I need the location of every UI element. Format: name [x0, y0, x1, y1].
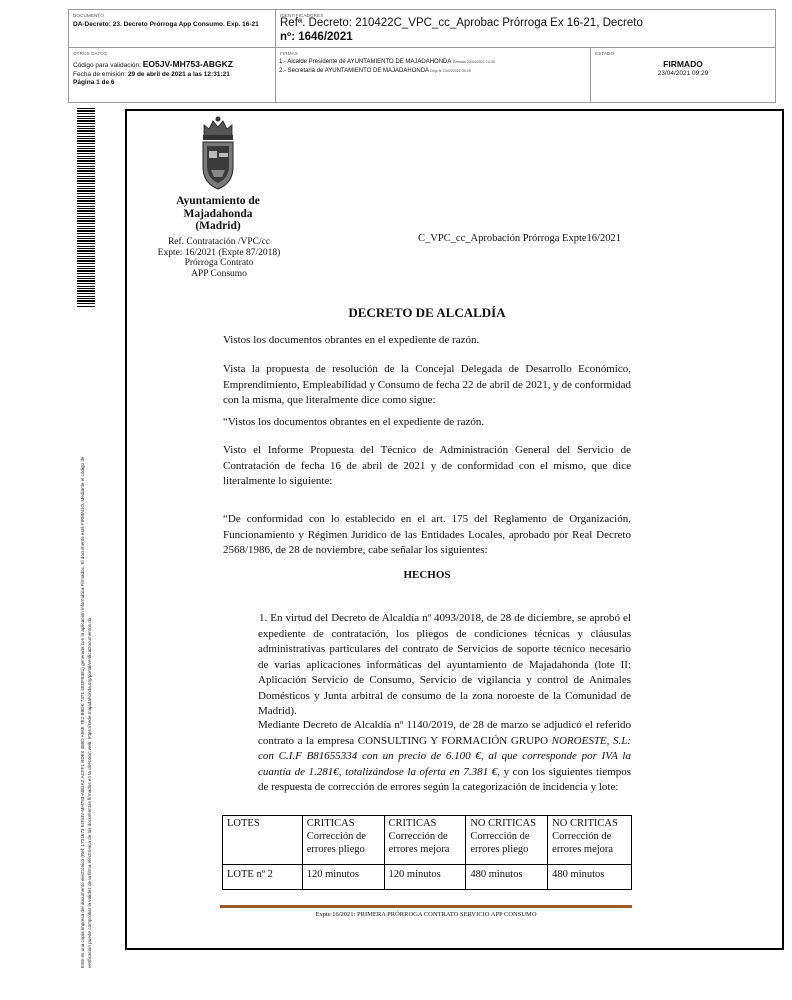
page-footer: Expte 16/2021: PRIMERA PRÓRROGA CONTRATO SERVICIO APP CONSUMO — [315, 911, 537, 918]
estado-caption: ESTADO — [595, 51, 615, 56]
vertical-verification-text — [79, 318, 95, 968]
otros-datos-caption: OTROS DATOS — [73, 51, 108, 56]
table-cell: 480 minutos — [466, 865, 548, 890]
org-line1: Ayuntamiento de — [176, 195, 260, 207]
header-estado-cell — [591, 48, 775, 102]
document-header — [68, 9, 776, 103]
org-line3: (Madrid) — [195, 220, 241, 232]
page-count: Página 1 de 6 — [73, 79, 115, 86]
documento-caption: DOCUMENTO — [73, 13, 104, 18]
paragraph-5: “De conformidad con lo establecido en el art. 175 del Reglamento de Organización, Funcionamiento y Régimen Jurídico de las Entidades Locales, aprobado por Real Decreto 2568/1986, de 28 de noviembre, cabe señalar los siguientes: — [223, 513, 631, 556]
table-row — [223, 865, 632, 890]
documento-text: DA-Decreto: 23. Decreto Prórroga App Consumo. Exp. 16-21 — [73, 21, 259, 28]
document-code: C_VPC_cc_Aprobación Prórroga Expte16/2021 — [418, 233, 621, 244]
table-cell: LOTE nº 2 — [223, 865, 303, 890]
otros-datos-text — [73, 60, 273, 88]
vertical-text-line1: Este es una copia impresa del documento electrónico (Ref: 1731673 EO5JV-MH753-ABGKZ ACFF1 BDE0 485D A56E 7E2 B8DE 7371 4EDF8381) generada con la aplicación informática Firmadoc. El documento está FIRMADO. Mediante el código de — [80, 456, 85, 968]
identificadores-line2: nº: 1646/2021 — [280, 31, 353, 43]
header-otros-datos-cell — [69, 48, 276, 102]
fecha-label: Fecha de emisión: — [73, 70, 128, 78]
table-header-cell: CRITICAS Corrección de errores pliego — [302, 816, 384, 865]
identificadores-text — [280, 16, 770, 44]
identificadores-line1: Refª. Decreto: 210422C_VPC_cc_Aprobac Prórroga Ex 16-21, Decreto — [280, 17, 643, 29]
paragraph-4: Visto el Informe Propuesta del Técnico de Administración General del Servicio de Contratación de fecha 16 de abril de 2021 y de conformidad con el mismo, que dice literalmente lo siguiente: — [223, 444, 631, 487]
table-header-cell: NO CRITICAS Corrección de errores pliego — [466, 816, 548, 865]
vertical-text-block — [79, 318, 93, 968]
status-date: 23/04/2021 09:29 — [657, 70, 709, 77]
hechos-item-1: 1. En virtud del Decreto de Alcaldía nº 4093/2018, de 28 de diciembre, se aprobó el expediente de contratación, los pliegos de condiciones técnicas y cláusulas administrativas particulares del contrato de Servicios de soporte técnico necesario de varias aplicaciones informáticas del ayuntamiento de Majadahonda (lote II: Aplicación Servicio de Consumo, Servicio de vigilancia y control de Animales Domésticos y Junta arbitral de consumo de la zona noroeste de la Comunidad de Madrid). — [258, 612, 631, 717]
table-cell: 120 minutos — [384, 865, 466, 890]
header-identificadores-cell — [276, 10, 775, 48]
item2-text-a: Mediante Decreto de Alcaldía nº 1140/2019, de 28 de marzo se adjudicó el referido contrato a la empresa CONSULTING Y FORMACIÓN GRUPO — [258, 719, 631, 747]
firmas-caption: FIRMAS — [280, 51, 298, 56]
header-firmas-cell — [276, 48, 591, 102]
identificadores-caption: IDENTIFICADORES — [280, 13, 324, 18]
fecha-emision: 29 de abril de 2021 a las 12:31:21 — [127, 70, 230, 78]
paragraph-2: Vista la propuesta de resolución de la Concejal Delegada de Desarrollo Económico, Emprendimiento, Empleabilidad y Consumo de fecha 22 de abril de 2021, y de conformidad con la misma, que literalmente dice como sigue: — [223, 363, 631, 406]
barcode-image — [77, 108, 95, 308]
firma-2-date: Dejo fe 23/04/2021 09:29 — [430, 69, 471, 73]
firma-1: 1.- Alcalde Presidente de AYUNTAMIENTO DE MAJADAHONDA — [279, 59, 452, 65]
hechos-item-2 — [258, 718, 631, 796]
table-header-cell: NO CRITICAS Corrección de errores mejora — [548, 816, 632, 865]
item2-text-b: , y con los siguientes tiempos de respuesta de corrección de errores según la categorización de incidencia y lote: — [258, 765, 632, 793]
paragraph-3: “Vistos los documentos obrantes en el expediente de razón. — [223, 416, 485, 428]
status-badge: FIRMADO — [663, 59, 703, 69]
ref-line4: APP Consumo — [191, 268, 247, 279]
codigo-label: Código para validación: — [73, 62, 143, 69]
firma-1-date: Firmado 23/04/2021 14:35 — [452, 60, 495, 64]
org-line2: Majadahonda — [183, 207, 253, 220]
table-header-cell: CRITICAS Corrección de errores mejora — [384, 816, 466, 865]
footer-divider — [220, 905, 632, 908]
reference-block — [148, 237, 290, 279]
paragraph-1: Vistos los documentos obrantes en el expediente de razón. — [223, 334, 480, 346]
header-documento-cell — [69, 10, 276, 48]
ref-line3: Prórroga Contrato — [184, 258, 254, 268]
firma-2: 2.- Secretaria de AYUNTAMIENTO DE MAJADAHONDA — [279, 68, 429, 74]
validation-code: EO5JV-MH753-ABGKZ — [142, 59, 233, 69]
response-times-table — [222, 815, 632, 890]
ref-line2: Expte: 16/2021 (Expte 87/2018) — [157, 247, 281, 258]
firmas-text — [279, 58, 589, 76]
organization-name — [150, 195, 286, 233]
page-title: DECRETO DE ALCALDÍA — [348, 305, 506, 320]
section-heading-hechos: HECHOS — [403, 569, 451, 581]
item2-text-italic: NOROESTE, S.L: con C.I.F B81655334 con un precio de 6.100 €, al que corresponde por IVA la cuantía de 1.281€, totalizándose la oferta en 7.381 € — [258, 734, 631, 778]
table-header-row — [223, 816, 632, 865]
table-cell: 120 minutos — [302, 865, 384, 890]
ref-line1: Ref. Contratación /VPC/cc — [167, 237, 271, 247]
vertical-text-line2: verificación puede comprobar la validez de la firma electrónica de los documentos firmados en la dirección web: https://sede.majadahonda.org/portal/verificaDocumentos.do — [87, 617, 92, 968]
table-cell: 480 minutos — [548, 865, 632, 890]
coat-of-arms-icon — [198, 115, 238, 193]
table-header-cell: LOTES — [223, 816, 303, 865]
